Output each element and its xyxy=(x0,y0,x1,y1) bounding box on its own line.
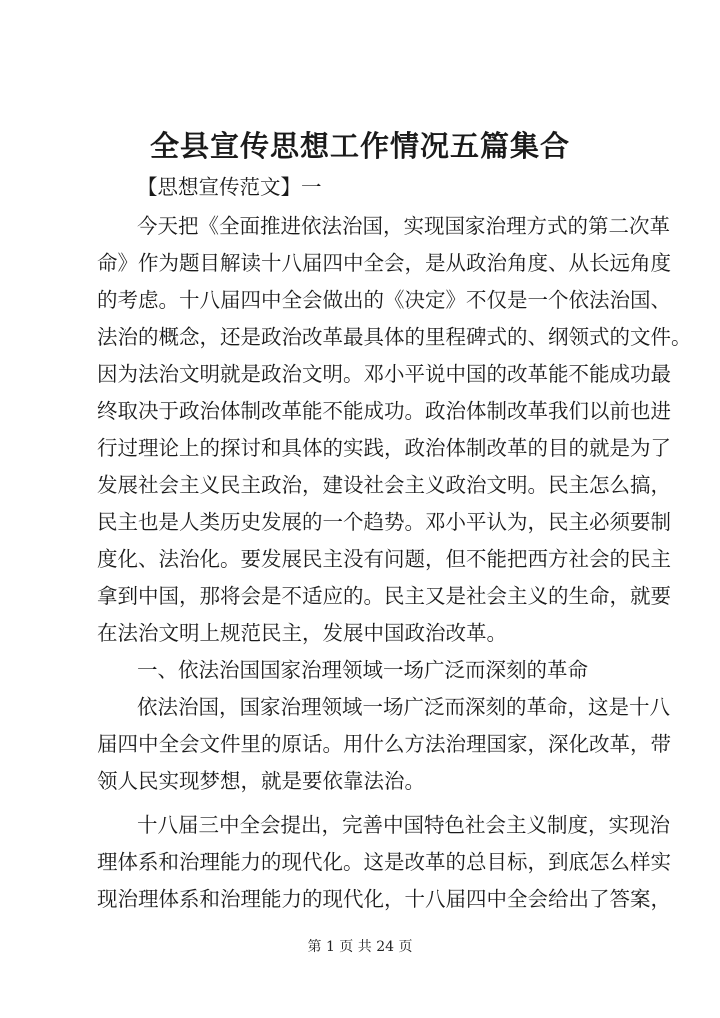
page-number-footer: 第 1 页 共 24 页 xyxy=(307,939,413,955)
paragraph-line-7: 行过理论上的探讨和具体的实践，政治体制改革的目的就是为了 xyxy=(97,436,671,460)
paragraph-line-11: 拿到中国，那将会是不适应的。民主又是社会主义的生命，就要 xyxy=(97,584,671,608)
paragraph-line-2: 命》作为题目解读十八届四中全会，是从政治角度、从长远角度 xyxy=(97,251,671,275)
paragraph-line-15: 领人民实现梦想，就是要依靠法治。 xyxy=(97,769,425,793)
document-title: 全县宣传思想工作情况五篇集合 xyxy=(149,129,570,163)
paragraph-line-17: 理体系和治理能力的现代化。这是改革的总目标，到底怎么样实 xyxy=(97,850,671,874)
paragraph-line-4: 法治的概念，还是政治改革最具体的里程碑式的、纲领式的文件。 xyxy=(97,325,692,349)
paragraph-line-12: 在法治文明上规范民主，发展中国政治改革。 xyxy=(97,621,507,645)
paragraph-line-18: 现治理体系和治理能力的现代化，十八届四中全会给出了答案， xyxy=(97,887,671,911)
paragraph-line-10: 度化、法治化。要发展民主没有问题，但不能把西方社会的民主 xyxy=(97,547,671,571)
paragraph-line-16: 十八届三中全会提出，完善中国特色社会主义制度，实现治 xyxy=(137,813,670,837)
paragraph-line-1: 今天把《全面推进依法治国，实现国家治理方式的第二次革 xyxy=(137,214,670,238)
paragraph-line-8: 发展社会主义民主政治，建设社会主义政治文明。民主怎么搞， xyxy=(97,473,671,497)
paragraph-line-9: 民主也是人类历史发展的一个趋势。邓小平认为，民主必须要制 xyxy=(97,510,671,534)
paragraph-line-3: 的考虑。十八届四中全会做出的《决定》不仅是一个依法治国、 xyxy=(97,288,671,312)
paragraph-line-6: 终取决于政治体制改革能不能成功。政治体制改革我们以前也进 xyxy=(97,399,671,423)
section-heading-1: 一、依法治国国家治理领域一场广泛而深刻的革命 xyxy=(137,658,588,682)
paragraph-line-14: 届四中全会文件里的原话。用什么方法治理国家，深化改革，带 xyxy=(97,732,671,756)
section-heading: 【思想宣传范文】一 xyxy=(137,175,322,199)
paragraph-line-13: 依法治国，国家治理领域一场广泛而深刻的革命，这是十八 xyxy=(137,695,670,719)
paragraph-line-5: 因为法治文明就是政治文明。邓小平说中国的改革能不能成功最 xyxy=(97,362,671,386)
